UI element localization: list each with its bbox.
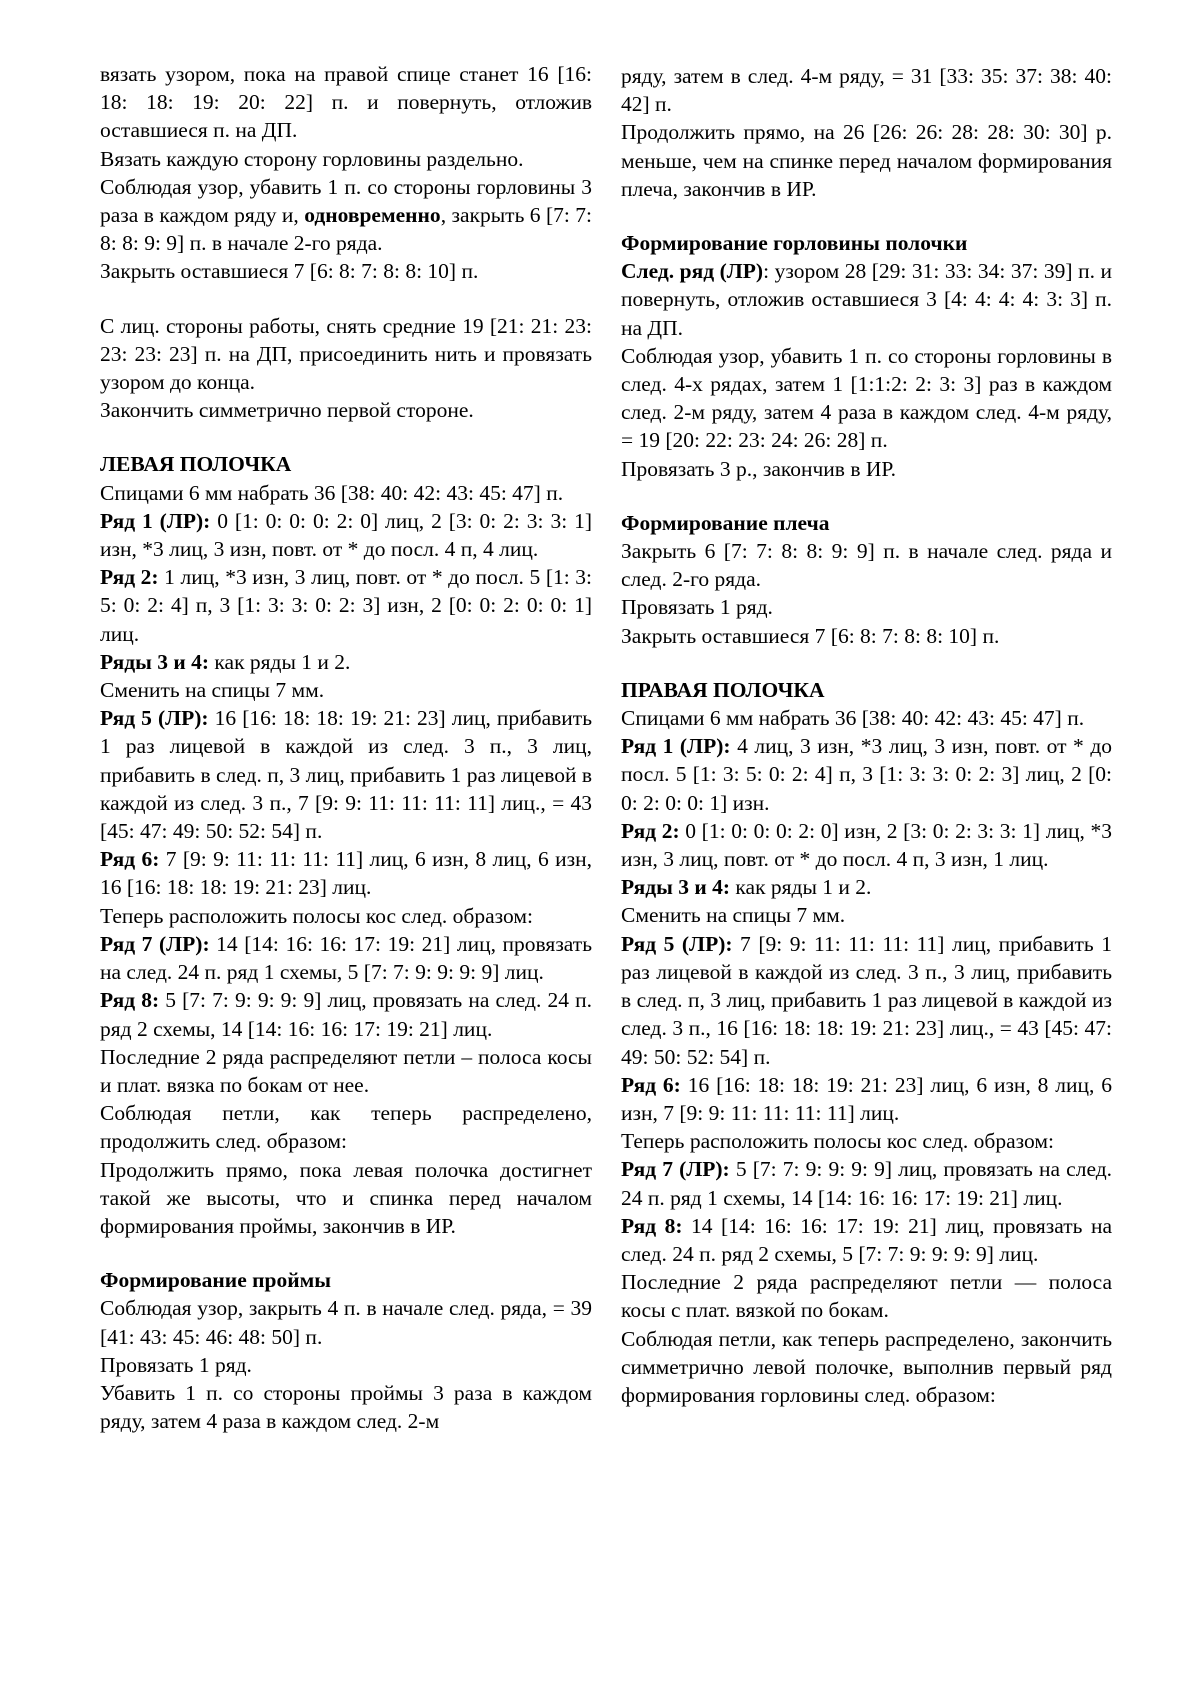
left-column [100,60,592,1435]
paragraph: Соблюдая узор, убавить 1 п. со стороны горловины в след. 4-х рядах, затем 1 [1:1:2: 2: 3: 3] раз в каждом след. 2-м ряду, затем 4 раза в каждом след. 4-м ряду, = 19 [20: 22: 23: 24: 26: 28] п. [621,343,1112,453]
row-text: как ряды 1 и 2. [209,649,351,674]
paragraph [100,173,592,258]
paragraph: Закрыть 6 [7: 7: 8: 8: 9: 9] п. в начале след. ряда и след. 2-го ряда. [621,539,1112,592]
row-label: Ряд 7 (ЛР): [100,931,210,956]
row-instruction [100,563,592,648]
section-heading-left-front: ЛЕВАЯ ПОЛОЧКА [100,452,292,477]
paragraph: Провязать 1 ряд. [100,1352,252,1377]
row-label: Ряд 7 (ЛР): [621,1157,730,1182]
row-instruction [621,817,1112,873]
row-text: 4 лиц, 3 изн, *3 лиц, 3 изн, повт. от * до посл. 5 [1: 3: 5: 0: 2: 4] п, 3 [1: 3: 3: 0: 2: 3] лиц, 2 [0: 0: 2: 0: 0: 1] изн. [621,734,1113,815]
row-instruction [100,930,592,986]
row-text: 1 лиц, *3 изн, 3 лиц, повт. от * до посл. 5 [1: 3: 5: 0: 2: 4] п, 3 [1: 3: 3: 0: 2: 3] изн, 2 [0: 0: 2: 0: 0: 1] лиц. [100,565,593,646]
row-label: Ряд 8: [100,988,160,1013]
paragraph: Сменить на спицы 7 мм. [621,903,846,928]
row-text: 5 [7: 7: 9: 9: 9: 9] лиц, провязать на след. 24 п. ряд 2 схемы, 14 [14: 16: 16: 17: 19: 21] лиц. [100,988,592,1041]
row-label: Ряд 1 (ЛР): [100,508,211,533]
paragraph: Соблюдая петли, как теперь распределено, закончить симметрично левой полочке, выполнив первый ряд формирования горловины след. образом: [621,1326,1112,1407]
row-instruction [621,732,1112,817]
paragraph: Закрыть оставшиеся 7 [6: 8: 7: 8: 8: 10] п. [100,259,479,284]
paragraph: ряду, затем в след. 4-м ряду, = 31 [33: 35: 37: 38: 40: 42] п. [621,64,1112,117]
row-text: 0 [1: 0: 0: 0: 2: 0] изн, 2 [3: 0: 2: 3: 3: 1] лиц, *3 изн, 3 лиц, повт. от * до посл. 4 п, 3 изн, 1 лиц. [621,818,1112,872]
row-text: : узором 28 [29: 31: 33: 34: 37: 39] п. и повернуть, отложив оставшиеся 3 [4: 4: 4: 4: 3: 3] п. на ДП. [621,259,1113,340]
row-instruction [100,648,592,676]
row-text: как ряды 1 и 2. [730,875,872,900]
section-heading-neck: Формирование горловины полочки [621,231,968,256]
paragraph: Соблюдая петли, как теперь распределено, продолжить след. образом: [100,1101,592,1154]
row-label: Ряды 3 и 4: [100,649,210,674]
paragraph: Сменить на спицы 7 мм. [100,678,325,703]
row-text: 16 [16: 18: 18: 19: 21: 23] лиц, 6 изн, 8 лиц, 6 изн, 7 [9: 9: 11: 11: 11: 11] лиц. [621,1072,1112,1125]
row-label: Ряд 2: [100,565,159,590]
row-label: След. ряд (ЛР) [621,259,764,284]
row-label: Ряд 6: [100,847,160,872]
row-instruction [100,704,592,845]
row-instruction [621,1212,1112,1268]
section-heading-armhole: Формирование проймы [100,1268,332,1293]
row-instruction [100,986,592,1042]
paragraph-text: , закрыть 6 [7: 7: 8: 8: 9: 9] п. в начале 2-го ряда. [100,203,593,256]
paragraph: Провязать 3 р., закончив в ИР. [621,456,897,481]
row-text: 14 [14: 16: 16: 17: 19: 21] лиц, провязать на след. 24 п. ряд 2 схемы, 5 [7: 7: 9: 9: 9: 9] лиц. [621,1213,1112,1266]
row-instruction [621,1155,1112,1211]
section-heading-shoulder: Формирование плеча [621,510,830,535]
paragraph-text: Соблюдая узор, убавить 1 п. со стороны горловины 3 раза в каждом ряду и, [100,174,592,228]
paragraph: вязать узором, пока на правой спице станет 16 [16: 18: 18: 19: 20: 22] п. и повернуть, отложив оставшиеся п. на ДП. [100,62,592,143]
row-label: Ряд 6: [621,1072,681,1097]
paragraph: С лиц. стороны работы, снять средние 19 [21: 21: 23: 23: 23: 23] п. на ДП, присоединить нить и провязать узором до конца. [100,313,592,395]
paragraph: Вязать каждую сторону горловины раздельно. [100,146,524,171]
paragraph: Убавить 1 п. со стороны проймы 3 раза в каждом ряду, затем 4 раза в каждом след. 2-м [100,1380,592,1434]
paragraph: Закончить симметрично первой стороне. [100,398,474,423]
paragraph: Спицами 6 мм набрать 36 [38: 40: 42: 43: 45: 47] п. [100,480,564,505]
row-text: 14 [14: 16: 16: 17: 19: 21] лиц, провязать на след. 24 п. ряд 1 схемы, 5 [7: 7: 9: 9: 9: 9] лиц. [100,931,592,985]
row-text: 5 [7: 7: 9: 9: 9: 9] лиц, провязать на след. 24 п. ряд 1 схемы, 14 [14: 16: 16: 17: 19: 21] лиц. [621,1157,1113,1210]
row-instruction [621,930,1112,1071]
paragraph: Соблюдая узор, закрыть 4 п. в начале след. ряда, = 39 [41: 43: 45: 46: 48: 50] п. [100,1296,592,1349]
paragraph: Провязать 1 ряд. [621,595,773,620]
row-instruction [621,873,1112,901]
paragraph: Теперь расположить полосы кос след. образом: [100,903,533,928]
row-label: Ряды 3 и 4: [621,875,731,900]
row-instruction [621,257,1112,342]
row-text: 7 [9: 9: 11: 11: 11: 11] лиц, прибавить 1 раз лицевой в каждой из след. 3 п., 3 лиц, прибавить в след. п, 3 лиц, прибавить 1 раз лицевой в каждой из след. 3 п., 16 [16: 18: 18: 19: 21: 23] лиц., = 43 [45: 47: 49: 50: 52: 54] п. [621,931,1113,1069]
paragraph: Спицами 6 мм набрать 36 [38: 40: 42: 43: 45: 47] п. [621,706,1085,731]
row-instruction [100,845,592,901]
row-label: Ряд 5 (ЛР): [100,706,209,731]
row-label: Ряд 1 (ЛР): [621,734,731,759]
row-text: 0 [1: 0: 0: 0: 2: 0] лиц, 2 [3: 0: 2: 3: 3: 1] изн, *3 лиц, 3 изн, повт. от * до посл. 4 п, 4 лиц. [100,508,592,562]
row-label: Ряд 8: [621,1213,683,1238]
paragraph: Закрыть оставшиеся 7 [6: 8: 7: 8: 8: 10] п. [621,623,1000,648]
row-text: 16 [16: 18: 18: 19: 21: 23] лиц, прибавить 1 раз лицевой в каждой из след. 3 п., 3 лиц, прибавить в след. п, 3 лиц, прибавить 1 раз лицевой в каждой из след. 3 п., 7 [9: 9: 11: 11: 11: 11] лиц., = 43 [45: 47: 49: 50: 52: 54] п. [100,706,593,844]
section-heading-right-front: ПРАВАЯ ПОЛОЧКА [621,677,825,702]
paragraph: Последние 2 ряда распределяют петли — полоса косы с плат. вязкой по бокам. [621,1270,1112,1323]
paragraph: Теперь расположить полосы кос след. образом: [621,1129,1054,1154]
emphasis-text: одновременно [304,203,441,228]
right-column [621,62,1112,1409]
row-instruction [621,1071,1112,1127]
row-label: Ряд 2: [621,818,680,843]
row-text: 7 [9: 9: 11: 11: 11: 11] лиц, 6 изн, 8 лиц, 6 изн, 16 [16: 18: 18: 19: 21: 23] лиц. [100,847,592,900]
paragraph: Продолжить прямо, пока левая полочка достигнет такой же высоты, что и спинка перед началом формирования проймы, закончив в ИР. [100,1157,592,1238]
paragraph: Последние 2 ряда распределяют петли – полоса косы и плат. вязка по бокам от нее. [100,1044,592,1097]
row-label: Ряд 5 (ЛР): [621,931,733,956]
paragraph: Продолжить прямо, на 26 [26: 26: 28: 28: 30: 30] р. меньше, чем на спинке перед началом формирования плеча, закончив в ИР. [621,120,1112,201]
row-instruction [100,507,592,563]
